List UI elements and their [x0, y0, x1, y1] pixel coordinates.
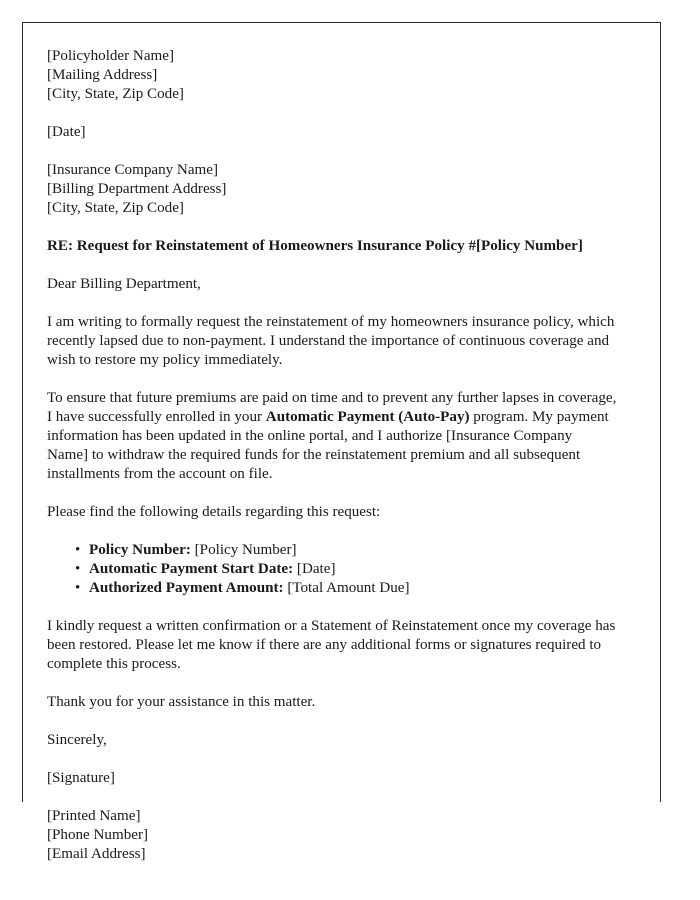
signature-email-address: [Email Address]	[47, 846, 146, 862]
sender-line-name: [Policyholder Name]	[47, 48, 174, 64]
paragraph-confirmation-request: I kindly request a written confirmation or a Statement of Reinstatement once my coverage has been restored. Please let me know if there are any additional forms or signatures required to complete this process.	[47, 618, 616, 672]
signature-printed-name: [Printed Name]	[47, 808, 141, 824]
paragraph-thanks: Thank you for your assistance in this matter.	[47, 694, 316, 710]
detail-value-policy-number: [Policy Number]	[194, 542, 297, 558]
detail-label-start-date: Automatic Payment Start Date:	[89, 561, 294, 577]
list-item	[89, 541, 617, 560]
spacer	[47, 142, 617, 161]
recipient-line-city: [City, State, Zip Code]	[47, 200, 184, 216]
autopay-emphasis: Automatic Payment (Auto-Pay)	[265, 409, 470, 425]
spacer	[47, 370, 617, 389]
recipient-line-department: [Billing Department Address]	[47, 181, 227, 197]
date-block	[47, 123, 617, 142]
list-item	[89, 579, 617, 598]
letter-date: [Date]	[47, 124, 86, 140]
subject-line: RE: Request for Reinstatement of Homeowners Insurance Policy #[Policy Number]	[47, 238, 583, 254]
letter-body	[47, 47, 617, 864]
detail-label-payment-amount: Authorized Payment Amount:	[89, 580, 284, 596]
list-item	[89, 560, 617, 579]
letter-page	[22, 22, 661, 862]
autopay-text-part-1: To ensure that future premiums are paid on time and to prevent any further lapses in coverage, I have successfully enrolled in your	[47, 390, 617, 425]
details-intro: Please find the following details regarding this request:	[47, 504, 381, 520]
detail-value-start-date: [Date]	[296, 561, 336, 577]
detail-label-policy-number: Policy Number:	[89, 542, 191, 558]
paragraph-autopay	[47, 389, 617, 484]
spacer	[47, 750, 617, 769]
recipient-address-block	[47, 161, 617, 218]
autopay-text-part-2: program. My payment information has been updated in the online portal, and I authorize [Insurance Company Name] to withdraw the required funds for the reinstatement premium and all subsequent installments from the account on file.	[47, 409, 609, 482]
closing: Sincerely,	[47, 732, 107, 748]
spacer	[47, 674, 617, 693]
spacer	[47, 484, 617, 503]
sender-address-block	[47, 47, 617, 104]
spacer	[47, 104, 617, 123]
recipient-line-company: [Insurance Company Name]	[47, 162, 218, 178]
details-list	[47, 541, 617, 598]
spacer	[47, 788, 617, 807]
spacer	[47, 294, 617, 313]
sender-line-address: [Mailing Address]	[47, 67, 158, 83]
spacer	[47, 256, 617, 275]
detail-value-payment-amount: [Total Amount Due]	[287, 580, 410, 596]
spacer	[47, 218, 617, 237]
sender-line-city: [City, State, Zip Code]	[47, 86, 184, 102]
paragraph-intro: I am writing to formally request the reinstatement of my homeowners insurance policy, which recently lapsed due to non-payment. I understand the importance of continuous coverage and wish to restore my policy immediately.	[47, 314, 615, 368]
spacer	[47, 598, 617, 617]
salutation: Dear Billing Department,	[47, 276, 201, 292]
spacer	[47, 712, 617, 731]
spacer	[47, 522, 617, 541]
signature-phone-number: [Phone Number]	[47, 827, 149, 843]
signature-block	[47, 807, 617, 864]
signature-placeholder: [Signature]	[47, 770, 115, 786]
